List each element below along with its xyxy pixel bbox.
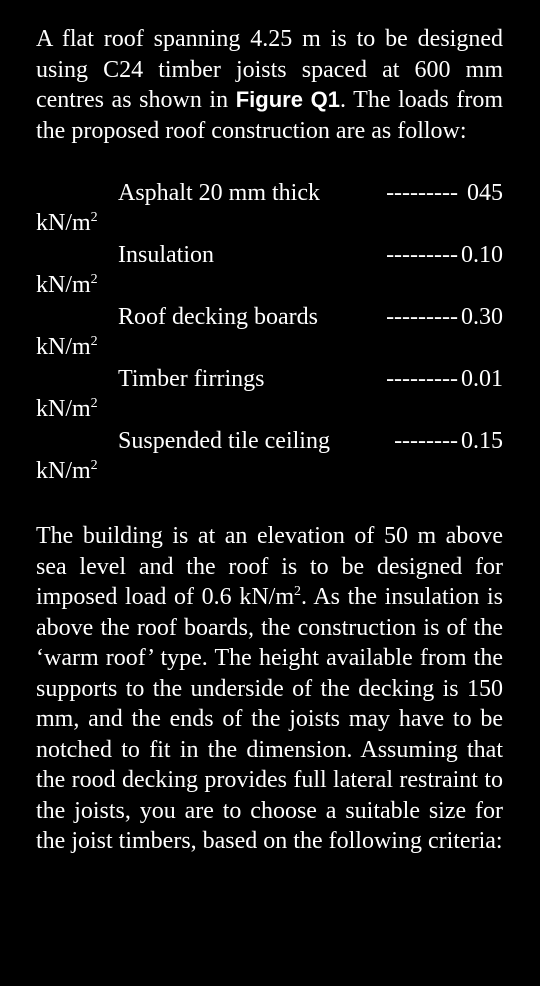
load-leader-dashes: ---------	[386, 304, 458, 330]
load-unit: $kN/m^2$	[36, 210, 98, 236]
load-unit: $kN/m^2$	[36, 458, 98, 484]
load-item	[36, 425, 503, 487]
load-name: Roof decking boards	[118, 304, 318, 330]
load-value: 0.01	[461, 366, 503, 392]
load-unit: $kN/m^2$	[36, 334, 98, 360]
load-row	[118, 301, 503, 333]
load-row	[118, 177, 503, 209]
load-item	[36, 239, 503, 301]
load-unit: $kN/m^2$	[36, 272, 98, 298]
load-unit: $kN/m^2$	[36, 396, 98, 422]
load-name: Suspended tile ceiling	[118, 428, 330, 454]
figure-reference: Figure Q1	[235, 87, 340, 112]
load-row	[118, 363, 503, 395]
load-leader-dashes: --------	[394, 428, 458, 454]
unit-superscript: 2	[293, 584, 301, 599]
load-item	[36, 301, 503, 363]
load-value: 0.10	[461, 242, 503, 268]
intro-text-end: . The loads from the proposed roof construction are as follow:	[36, 87, 503, 144]
loads-list	[36, 177, 503, 487]
load-value: 0.30	[461, 304, 503, 330]
intro-text: A flat roof spanning 4.25 m is to be designed using C24 timber joists spaced at 600 mm centres as shown in	[36, 26, 503, 113]
load-item	[36, 363, 503, 425]
document-page	[36, 24, 503, 857]
load-name: Asphalt 20 mm thick	[118, 180, 320, 206]
load-name: Timber firrings	[118, 366, 265, 392]
load-leader-dashes: ---------	[386, 366, 458, 392]
building-text-end: . As the insulation is above the roof boards, the construction is of the ‘warm roof’ type. The height available from the supports to the underside of the decking is 150 mm, and the ends of the joists may have to be notched to fit in the dimension. Assuming that the rood decking provides full lateral restraint to the joists, you are to choose a suitable size for the joist timbers, based on the following criteria:	[36, 584, 503, 854]
load-leader-dashes: ---------	[386, 180, 458, 206]
building-paragraph	[36, 521, 503, 857]
load-value: 0.15	[461, 428, 503, 454]
load-item	[36, 177, 503, 239]
building-text: The building is at an elevation of 50 m above sea level and the roof is to be designed for imposed load of 0.6 kN/m	[36, 523, 503, 610]
load-leader-dashes: ---------	[386, 242, 458, 268]
load-name: Insulation	[118, 242, 214, 268]
load-value: 045	[467, 180, 503, 206]
intro-paragraph	[36, 24, 503, 146]
load-row	[118, 239, 503, 271]
load-row	[118, 425, 503, 457]
